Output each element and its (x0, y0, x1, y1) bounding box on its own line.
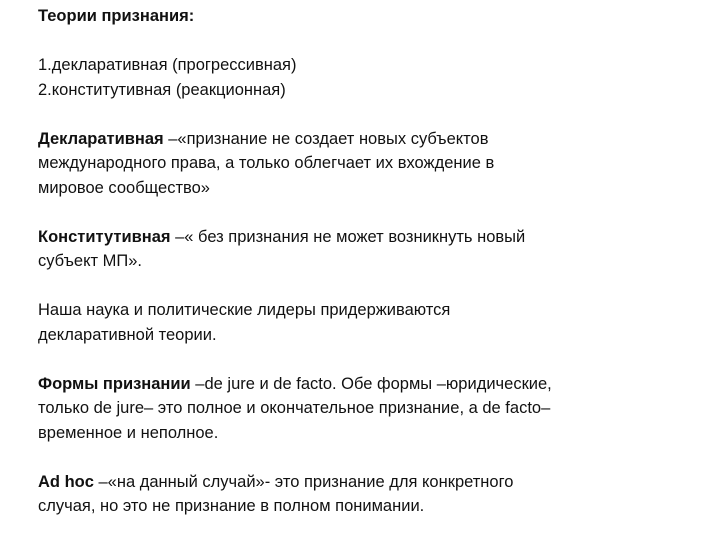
spacer (38, 347, 678, 372)
constitutive-line-1 (38, 225, 678, 250)
list-item-declarative: 1.декларативная (прогрессивная) (38, 56, 297, 74)
spacer (38, 445, 678, 470)
doctrine-line-2: декларативной теории. (38, 325, 217, 344)
spacer (38, 29, 678, 54)
forms-definition (38, 372, 678, 446)
spacer (38, 274, 678, 299)
spacer (38, 102, 678, 127)
adhoc-text-1: –«на данный случай»- это признание для конкретного (93, 472, 514, 491)
forms-line-3: временное и неполное. (38, 423, 219, 442)
declarative-text-1: –«признание не создает новых субъектов (163, 129, 489, 148)
declarative-term: Декларативная (38, 129, 164, 148)
doctrine-paragraph (38, 298, 678, 347)
list-item-constitutive: 2.конститутивная (реакционная) (38, 80, 286, 99)
constitutive-term: Конститутивная (38, 227, 171, 246)
declarative-line-1 (38, 127, 678, 152)
forms-text-1: –de jure и de facto. Обе формы –юридические, (190, 374, 552, 393)
constitutive-definition (38, 225, 678, 274)
declarative-definition (38, 127, 678, 201)
slide-title: Теории признания: (38, 7, 195, 25)
forms-term: Формы признании (38, 374, 191, 393)
adhoc-line-2: случая, но это не признание в полном понимании. (38, 497, 425, 515)
declarative-line-3: мировое сообщество» (38, 178, 210, 197)
slide-content (38, 4, 678, 519)
spacer (38, 200, 678, 225)
theory-list (38, 53, 678, 102)
forms-line-2: только de jure– это полное и окончательное признание, а de facto– (38, 399, 551, 417)
constitutive-line-2: субъект МП». (38, 252, 142, 270)
constitutive-text-1: –« без признания не может возникнуть новый (170, 227, 526, 246)
adhoc-definition (38, 470, 678, 519)
doctrine-line-1: Наша наука и политические лидеры придерживаются (38, 301, 451, 319)
forms-line-1 (38, 372, 678, 397)
adhoc-term: Ad hoc (38, 472, 94, 491)
adhoc-line-1 (38, 470, 678, 495)
declarative-line-2: международного права, а только облегчает их вхождение в (38, 154, 495, 172)
